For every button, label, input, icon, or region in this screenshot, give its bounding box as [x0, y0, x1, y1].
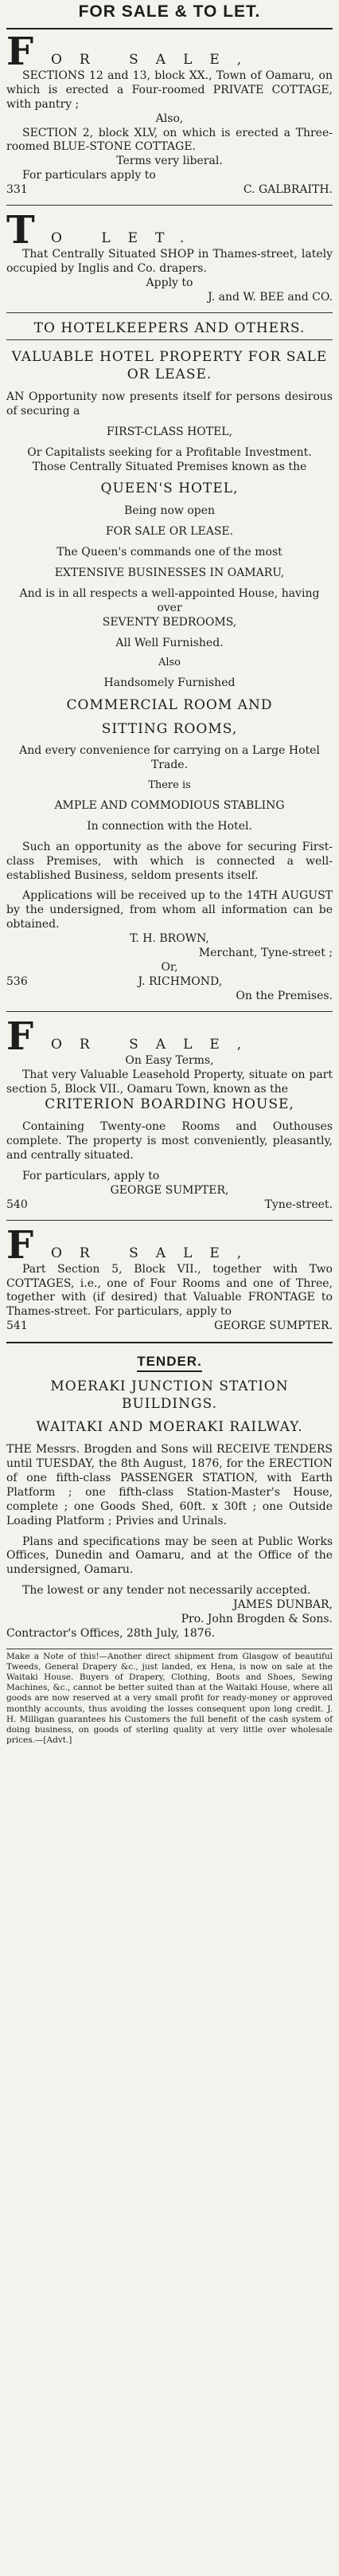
advert-body: Or Capitalists seeking for a Profitable Investment.: [27, 445, 312, 459]
advert-agent: J. and W. BEE and CO.: [208, 290, 333, 304]
advert-body: The lowest or any tender not necessarily accepted.: [22, 1584, 311, 1598]
advert-to-let: [6, 208, 333, 310]
advert-signer: J. RICHMOND,: [138, 974, 223, 988]
advert-apply: For particulars, apply to: [22, 1169, 160, 1182]
advert-body: Handsomely Furnished: [103, 676, 236, 690]
divider: [6, 1011, 333, 1012]
advert-apply: For particulars apply to: [22, 169, 156, 182]
advert-body: Part Section 5, Block VII., together with Two COTTAGES, i.e., one of Four Rooms and one of Three, together with (if desired) that Valuable FRONTAGE to Thames-street. For particulars, apply to: [6, 1262, 333, 1319]
drop-cap: T: [6, 208, 35, 253]
advert-signature-row: [6, 975, 333, 990]
divider: [6, 1342, 333, 1343]
advert-date: Contractor's Offices, 28th July, 1876.: [6, 1627, 216, 1640]
advert-heading: [6, 1222, 333, 1268]
advert-subtitle: VALUABLE HOTEL PROPERTY FOR SALE OR LEASE.: [11, 349, 328, 383]
advert-agent: C. GALBRAITH.: [243, 183, 333, 197]
spaced-heading: O LET.: [51, 230, 202, 247]
divider: [6, 205, 333, 206]
advert-signer: Or,: [161, 960, 178, 974]
advert-body: Also: [158, 657, 181, 669]
advert-heading: [6, 1014, 333, 1059]
advert-signature-row: [6, 1198, 333, 1213]
advert-agent: GEORGE SUMPTER,: [110, 1183, 229, 1197]
advert-body: Being now open: [123, 504, 216, 518]
advert-number: 331: [6, 183, 28, 197]
advert-body: Containing Twenty-one Rooms and Outhouses complete. The property is most conveniently, pleasantly, and centrally situated.: [6, 1120, 333, 1162]
advert-apply: Apply to: [146, 276, 193, 289]
advert-body: AN Opportunity now presents itself for persons desirous of securing a: [6, 390, 333, 418]
advert-heading: [6, 208, 333, 253]
advert-body: THE Messrs. Brogden and Sons will RECEIVE TENDERS until TUESDAY, the 8th August, 1876, for the ERECTION of one fifth-class PASSENGER STATION, with Earth Platform ; one fifth-class Station-Master's House, complete ; one Goods Shed, 60ft. x 30ft ; one Outside Loading Platform ; Privies and Urinals.: [6, 1443, 333, 1527]
advert-body: That Centrally Situated SHOP in Thames-street, lately occupied by Inglis and Co. drapers.: [6, 248, 333, 275]
advert-title: TO HOTELKEEPERS AND OTHERS.: [33, 320, 306, 336]
advert-title: MOERAKI JUNCTION STATION BUILDINGS.: [50, 1378, 289, 1412]
advert-body: That very Valuable Leasehold Property, situate on part section 5, Block VII., Oamaru Town, known as the: [6, 1068, 333, 1096]
advert-signer: JAMES DUNBAR,: [233, 1598, 333, 1612]
advert-property: CRITERION BOARDING HOUSE,: [45, 1096, 294, 1113]
advert-body: All Well Furnished.: [115, 636, 224, 649]
hotel-name: QUEEN'S HOTEL,: [100, 480, 239, 497]
advert-also: Also,: [155, 112, 184, 125]
advert-number: 536: [6, 974, 28, 988]
section-header: FOR SALE & TO LET.: [6, 0, 333, 29]
advert-signer: Merchant, Tyne-street ;: [198, 947, 333, 960]
advert-number: 541: [6, 1319, 28, 1333]
advert-signer: T. H. BROWN,: [130, 932, 209, 946]
advert-body: Those Centrally Situated Premises known as the: [32, 460, 307, 473]
divider: [6, 312, 333, 313]
advert-body: SECTION 2, block XLV, on which is erected a Three-roomed BLUE-STONE COTTAGE.: [6, 126, 333, 154]
advert-number: 540: [6, 1198, 28, 1211]
advert-body: SECTIONS 12 and 13, block XX., Town of Oamaru, on which is erected a Four-roomed PRIVATE COTTAGE, with pantry ;: [6, 69, 333, 111]
advert-signer: Pro. John Brogden & Sons.: [181, 1613, 333, 1626]
advert-signature-row: [6, 183, 333, 198]
advert-body: AMPLE AND COMMODIOUS STABLING: [54, 798, 285, 812]
divider: [6, 339, 333, 340]
tender-heading: TENDER.: [137, 1353, 202, 1372]
drop-cap: F: [6, 1222, 34, 1268]
advert-body: There is: [148, 779, 191, 792]
advert-body: SITTING ROOMS,: [101, 720, 238, 737]
advert-terms: On Easy Terms,: [125, 1053, 214, 1067]
advert-body: Applications will be received up to the 14TH AUGUST by the undersigned, from whom all information can be obtained.: [6, 889, 333, 931]
advert-tender: [6, 1348, 333, 1646]
advert-signature-row: [6, 1319, 333, 1334]
drop-cap: F: [6, 29, 34, 74]
advert-body: COMMERCIAL ROOM AND: [66, 696, 273, 713]
hotel-first-class: FIRST-CLASS HOTEL,: [106, 425, 233, 438]
advert-body: Such an opportunity as the above for securing First-class Premises, with which is connected a well-established Business, seldom presents itself.: [6, 840, 333, 882]
spaced-heading: OR SALE,: [51, 1036, 259, 1053]
advert-body: And every convenience for carrying on a Large Hotel Trade.: [19, 744, 320, 772]
divider: [6, 1220, 333, 1221]
advert-heading: [6, 29, 333, 74]
footnote-advert: Make a Note of this!—Another direct shipment from Glasgow of beautiful Tweeds, General Drapery &c., just landed, ex Hena, is now on sale at the Waitaki House. Buyers of Drapery, Clothing, Boots and Shoes, Sewing Machines, &c., cannot be better suited than at the Waitaki House, where all goods are now reserved at a very small profit for ready-money or approved monthly accounts, thus avoiding the losses consequent upon long credit. J. H. Milligan guarantees his Customers the full benefit of the cash system of doing business, on goods of sterling quality at very little over wholesale prices.—[Advt.]: [6, 1651, 333, 1745]
advert-terms: Terms very liberal.: [116, 155, 223, 168]
advert-street: Tyne-street.: [264, 1198, 333, 1211]
spaced-heading: OR SALE,: [51, 52, 259, 69]
advert-body: SEVENTY BEDROOMS,: [102, 615, 237, 629]
advert-body: And is in all respects a well-appointed House, having over: [19, 586, 320, 614]
advert-subtitle: WAITAKI AND MOERAKI RAILWAY.: [36, 1419, 303, 1436]
advert-body: EXTENSIVE BUSINESSES IN OAMARU,: [54, 566, 285, 579]
advert-body: Plans and specifications may be seen at Public Works Offices, Dunedin and Oamaru, and at the Office of the undersigned, Oamaru.: [6, 1535, 333, 1577]
advert-body: FOR SALE OR LEASE.: [105, 525, 234, 539]
advert-agent: GEORGE SUMPTER.: [214, 1319, 333, 1333]
drop-cap: F: [6, 1014, 34, 1059]
advert-for-sale-galbraith: [6, 29, 333, 202]
advert-body: In connection with the Hotel.: [87, 819, 252, 833]
advert-body: The Queen's commands one of the most: [56, 546, 282, 559]
advert-criterion: [6, 1014, 333, 1217]
advert-sumpter-cottages: [6, 1223, 333, 1339]
advert-signer: On the Premises.: [236, 989, 333, 1002]
spaced-heading: OR SALE,: [51, 1245, 259, 1261]
advert-queens-hotel: [6, 316, 333, 1009]
